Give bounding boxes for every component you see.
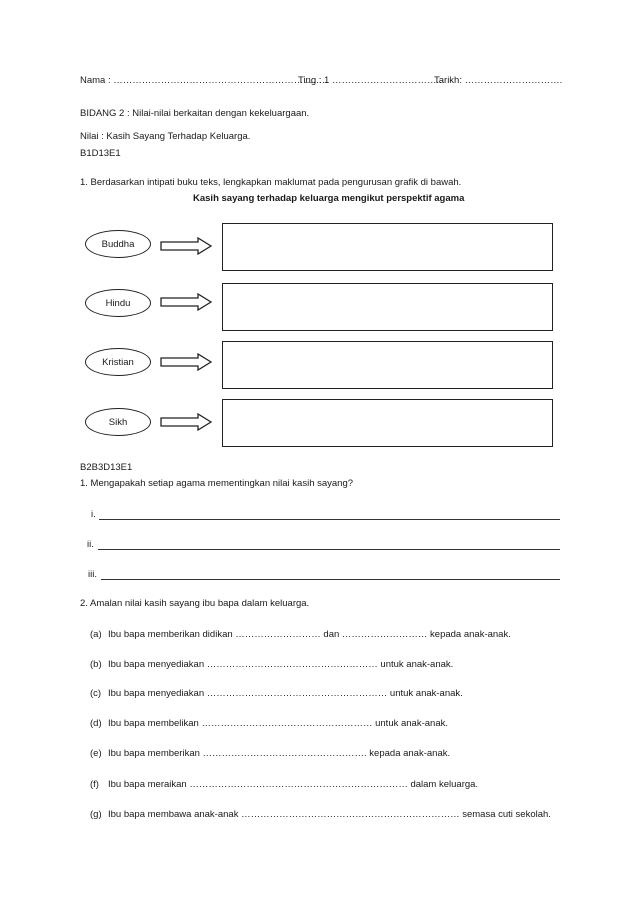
list-item-label: (b) <box>90 659 102 670</box>
list-item: Ibu bapa menyediakan ……………………………………………… untuk anak-anak. <box>108 659 454 670</box>
code-line-2: B2B3D13E1 <box>80 462 133 473</box>
list-item: Ibu bapa memberikan didikan ……………………… dan ……………………… kepada anak-anak. <box>108 629 511 640</box>
religion-label: Kristian <box>102 356 134 368</box>
list-item: Ibu bapa menyediakan ………………………………………………… untuk anak-anak. <box>108 688 463 699</box>
answer-line-label: ii. <box>87 539 94 550</box>
religion-label: Sikh <box>108 416 128 428</box>
religion-label: Hindu <box>105 297 131 309</box>
list-item-label: (f) <box>90 779 99 790</box>
religion-oval <box>85 348 151 376</box>
answer-box[interactable] <box>222 223 553 271</box>
graphic-title: Kasih sayang terhadap keluarga mengikut perspektif agama <box>193 193 465 204</box>
religion-oval <box>85 230 151 258</box>
question-why: 1. Mengapakah setiap agama mementingkan nilai kasih sayang? <box>80 478 354 489</box>
list-item-label: (d) <box>90 718 102 729</box>
list-item: Ibu bapa meraikan …………………………………………………………… dalam keluarga. <box>108 779 479 790</box>
date-field: Tarikh: …………………………. <box>434 75 563 86</box>
list-item-label: (g) <box>90 809 102 820</box>
right-arrow-icon <box>160 353 212 371</box>
right-arrow-icon <box>160 237 212 255</box>
question-1: 1. Berdasarkan intipati buku teks, lengkapkan maklumat pada pengurusan grafik di bawah. <box>80 177 462 188</box>
list-item-label: (a) <box>90 629 102 640</box>
answer-box[interactable] <box>222 283 553 331</box>
code-line-1: B1D13E1 <box>80 148 121 159</box>
name-field: Nama : ………………………………………………………….. <box>80 75 328 86</box>
answer-line-label: i. <box>91 509 96 520</box>
religion-oval <box>85 408 151 436</box>
answer-box[interactable] <box>222 341 553 389</box>
list-item-label: (c) <box>90 688 102 699</box>
answer-line[interactable] <box>98 549 560 550</box>
right-arrow-icon <box>160 293 212 311</box>
religion-oval <box>85 289 151 317</box>
list-item: Ibu bapa memberikan ……………………………………………. kepada anak-anak. <box>108 748 451 759</box>
bidang-line: BIDANG 2 : Nilai-nilai berkaitan dengan kekeluargaan. <box>80 108 310 119</box>
nilai-line: Nilai : Kasih Sayang Terhadap Keluarga. <box>80 131 251 142</box>
religion-label: Buddha <box>101 238 135 250</box>
list-item: Ibu bapa membawa anak-anak …………………………………………………………… semasa cuti sekolah. <box>108 809 551 820</box>
answer-line[interactable] <box>99 519 560 520</box>
right-arrow-icon <box>160 413 212 431</box>
form-field: Ting : 1 …………………………….. <box>298 75 442 86</box>
answer-box[interactable] <box>222 399 553 447</box>
list-item: Ibu bapa membelikan ……………………………………………… untuk anak-anak. <box>108 718 448 729</box>
list-item-label: (e) <box>90 748 102 759</box>
question-2: 2. Amalan nilai kasih sayang ibu bapa dalam keluarga. <box>80 598 310 609</box>
answer-line[interactable] <box>101 579 560 580</box>
answer-line-label: iii. <box>88 569 97 580</box>
